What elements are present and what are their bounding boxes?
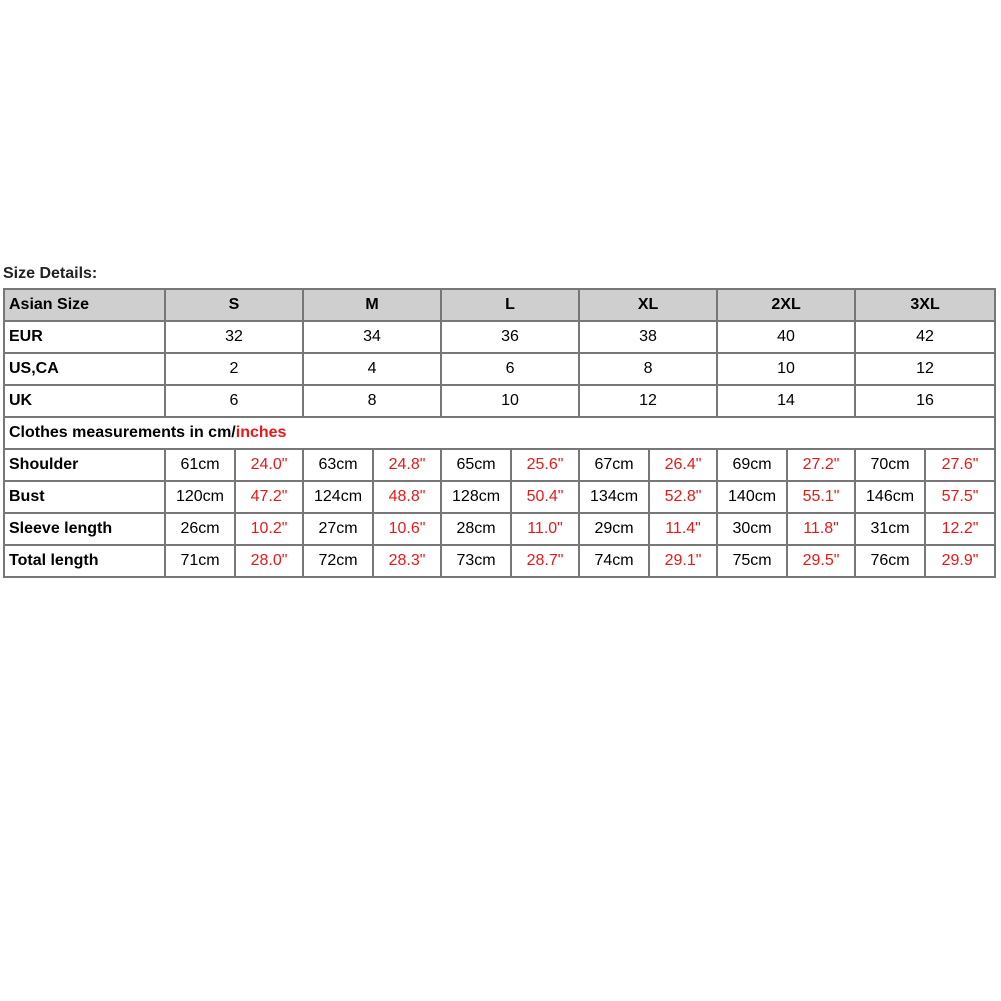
size-header-xl: XL <box>579 289 717 321</box>
inch-cell: 11.8" <box>787 513 855 545</box>
table-cell: 6 <box>441 353 579 385</box>
measurements-heading-row <box>4 417 995 449</box>
inch-cell: 11.0" <box>511 513 579 545</box>
inch-cell: 10.6" <box>373 513 441 545</box>
cm-cell: 31cm <box>855 513 925 545</box>
measurements-heading-prefix: Clothes measurements in cm/ <box>9 424 236 441</box>
cm-cell: 28cm <box>441 513 511 545</box>
cm-cell: 75cm <box>717 545 787 577</box>
cm-cell: 71cm <box>165 545 235 577</box>
conversion-row-eur <box>4 321 995 353</box>
cm-cell: 67cm <box>579 449 649 481</box>
table-cell: 8 <box>303 385 441 417</box>
size-header-s: S <box>165 289 303 321</box>
inch-cell: 10.2" <box>235 513 303 545</box>
table-cell: 10 <box>717 353 855 385</box>
table-cell: 16 <box>855 385 995 417</box>
header-label: Asian Size <box>4 289 165 321</box>
cm-cell: 30cm <box>717 513 787 545</box>
cm-cell: 72cm <box>303 545 373 577</box>
inch-cell: 28.3" <box>373 545 441 577</box>
table-cell: 12 <box>855 353 995 385</box>
table-cell: 38 <box>579 321 717 353</box>
inch-cell: 55.1" <box>787 481 855 513</box>
row-label: Sleeve length <box>4 513 165 545</box>
cm-cell: 134cm <box>579 481 649 513</box>
cm-cell: 76cm <box>855 545 925 577</box>
measurement-row-total-length <box>4 545 995 577</box>
cm-cell: 70cm <box>855 449 925 481</box>
table-cell: 6 <box>165 385 303 417</box>
inch-cell: 28.7" <box>511 545 579 577</box>
inch-cell: 29.9" <box>925 545 995 577</box>
cm-cell: 124cm <box>303 481 373 513</box>
cm-cell: 27cm <box>303 513 373 545</box>
inch-cell: 24.0" <box>235 449 303 481</box>
row-label: EUR <box>4 321 165 353</box>
cm-cell: 26cm <box>165 513 235 545</box>
cm-cell: 146cm <box>855 481 925 513</box>
inch-cell: 12.2" <box>925 513 995 545</box>
inch-cell: 27.6" <box>925 449 995 481</box>
cm-cell: 120cm <box>165 481 235 513</box>
measurement-row-shoulder <box>4 449 995 481</box>
table-cell: 4 <box>303 353 441 385</box>
inch-cell: 25.6" <box>511 449 579 481</box>
table-cell: 34 <box>303 321 441 353</box>
cm-cell: 74cm <box>579 545 649 577</box>
cm-cell: 29cm <box>579 513 649 545</box>
conversion-row-us-ca <box>4 353 995 385</box>
inch-cell: 48.8" <box>373 481 441 513</box>
measurements-heading <box>4 417 995 449</box>
table-cell: 10 <box>441 385 579 417</box>
table-cell: 42 <box>855 321 995 353</box>
inch-cell: 27.2" <box>787 449 855 481</box>
inch-cell: 29.1" <box>649 545 717 577</box>
inch-cell: 26.4" <box>649 449 717 481</box>
size-header-3xl: 3XL <box>855 289 995 321</box>
inch-cell: 57.5" <box>925 481 995 513</box>
measurements-heading-highlight: inches <box>235 424 287 441</box>
table-cell: 14 <box>717 385 855 417</box>
size-header-m: M <box>303 289 441 321</box>
inch-cell: 11.4" <box>649 513 717 545</box>
cm-cell: 128cm <box>441 481 511 513</box>
table-cell: 2 <box>165 353 303 385</box>
table-cell: 12 <box>579 385 717 417</box>
header-row <box>4 289 995 321</box>
cm-cell: 73cm <box>441 545 511 577</box>
size-header-l: L <box>441 289 579 321</box>
row-label: Total length <box>4 545 165 577</box>
row-label: Bust <box>4 481 165 513</box>
cm-cell: 140cm <box>717 481 787 513</box>
table-cell: 40 <box>717 321 855 353</box>
inch-cell: 47.2" <box>235 481 303 513</box>
cm-cell: 63cm <box>303 449 373 481</box>
inch-cell: 52.8" <box>649 481 717 513</box>
size-details-title: Size Details: <box>3 265 98 282</box>
size-chart-table <box>3 288 996 578</box>
cm-cell: 65cm <box>441 449 511 481</box>
row-label: US,CA <box>4 353 165 385</box>
table-cell: 36 <box>441 321 579 353</box>
inch-cell: 24.8" <box>373 449 441 481</box>
table-cell: 32 <box>165 321 303 353</box>
cm-cell: 69cm <box>717 449 787 481</box>
measurement-row-sleeve-length <box>4 513 995 545</box>
row-label: UK <box>4 385 165 417</box>
size-header-2xl: 2XL <box>717 289 855 321</box>
conversion-row-uk <box>4 385 995 417</box>
table-cell: 8 <box>579 353 717 385</box>
inch-cell: 50.4" <box>511 481 579 513</box>
measurement-row-bust <box>4 481 995 513</box>
row-label: Shoulder <box>4 449 165 481</box>
inch-cell: 29.5" <box>787 545 855 577</box>
cm-cell: 61cm <box>165 449 235 481</box>
inch-cell: 28.0" <box>235 545 303 577</box>
